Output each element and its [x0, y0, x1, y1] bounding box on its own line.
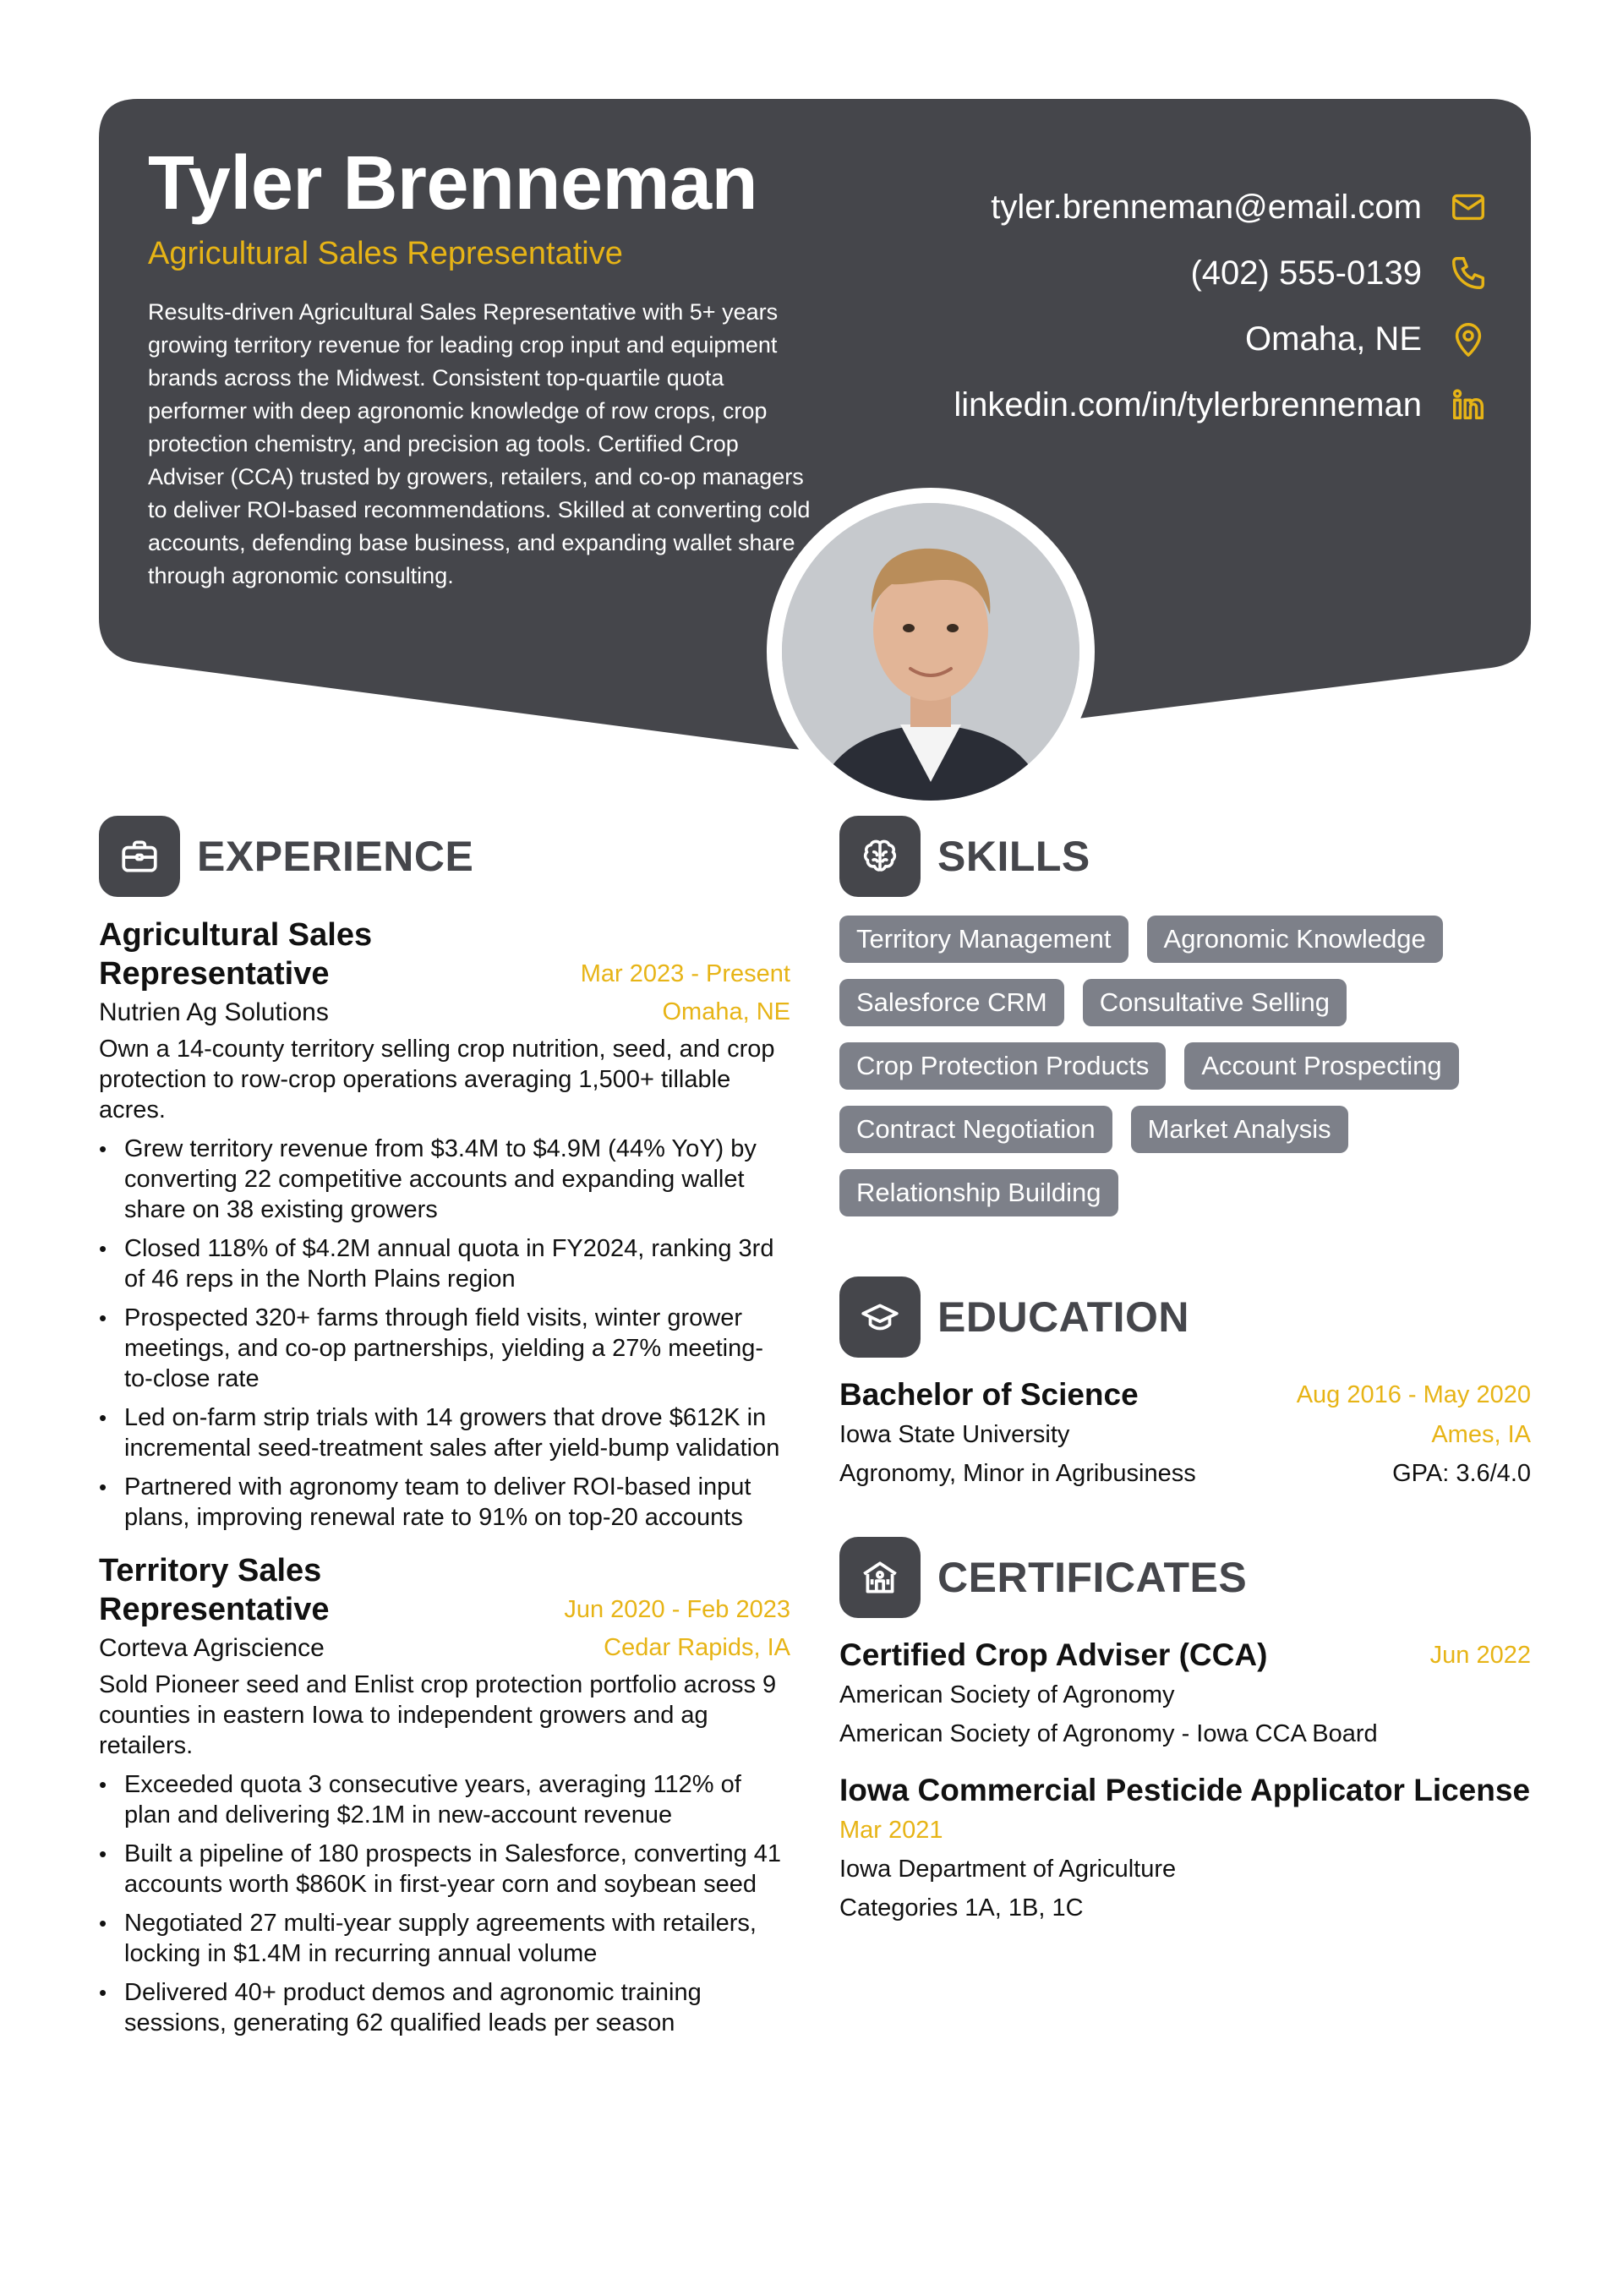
gpa: GPA: 3.6/4.0	[1392, 1460, 1531, 1487]
skill-tag: Account Prospecting	[1184, 1042, 1458, 1090]
mail-icon	[1447, 186, 1489, 228]
list-item: • Built a pipeline of 180 prospects in Salesforce, converting 41 accounts worth $860K in first-year corn and soybean seed	[99, 1839, 790, 1900]
list-item: • Partnered with agronomy team to deliver ROI-based input plans, improving renewal rate to 91% on top-20 accounts	[99, 1472, 790, 1533]
education-header	[839, 1276, 1531, 1358]
skill-tag: Salesforce CRM	[839, 979, 1064, 1026]
avatar	[782, 503, 1079, 801]
education-entry	[839, 1375, 1531, 1493]
certificates-header	[839, 1537, 1531, 1618]
contact-list	[954, 174, 1489, 438]
degree: Bachelor of Science	[839, 1377, 1139, 1412]
email-text[interactable]: tyler.brenneman@email.com	[991, 188, 1422, 226]
right-column	[839, 816, 1531, 1927]
education-title: EDUCATION	[937, 1293, 1190, 1341]
job-title: Territory Sales Representative	[99, 1553, 330, 1627]
certificate-issuer: Iowa Department of Agriculture	[839, 1856, 1177, 1883]
skill-tag: Market Analysis	[1131, 1106, 1348, 1153]
job-title: Agricultural Sales Representative	[99, 917, 373, 992]
job-bullets	[99, 1769, 790, 2038]
contact-phone[interactable]	[954, 240, 1489, 306]
skill-tag: Territory Management	[839, 916, 1128, 963]
list-item: • Exceeded quota 3 consecutive years, averaging 112% of plan and delivering $2.1M in new-account revenue	[99, 1769, 790, 1830]
job-location: Omaha, NE	[662, 998, 790, 1025]
certificate-name: Iowa Commercial Pesticide Applicator License	[839, 1773, 1531, 1807]
left-column	[99, 816, 790, 2047]
skills-list	[839, 916, 1531, 1233]
skill-tag: Crop Protection Products	[839, 1042, 1166, 1090]
school-location: Ames, IA	[1431, 1421, 1531, 1448]
location-text: Omaha, NE	[1245, 320, 1422, 358]
brain-icon	[839, 816, 921, 897]
briefcase-icon	[99, 816, 180, 897]
certificates-title: CERTIFICATES	[937, 1554, 1248, 1601]
certificate-date: Jun 2022	[1429, 1641, 1531, 1669]
profile-summary: Results-driven Agricultural Sales Representative with 5+ years growing territory revenue for leading crop input and equipment brands across the Midwest. Consistent top-quartile quota performer with deep agronomic knowledge of row crops, crop protection chemistry, and precision ag tools. Certified Crop Adviser (CCA) trusted by growers, retailers, and co-op managers to deliver ROI-based recommendations. Skilled at converting cold accounts, defending base business, and expanding wallet share through agronomic consulting.	[148, 298, 811, 588]
list-item: • Grew territory revenue from $3.4M to $4.9M (44% YoY) by converting 22 competitive accounts and expanding wallet share on 38 existing growers	[99, 1134, 790, 1225]
school-name: Iowa State University	[839, 1421, 1070, 1448]
job-entry	[99, 916, 790, 1533]
certificate-detail: Categories 1A, 1B, 1C	[839, 1894, 1084, 1922]
list-item: • Negotiated 27 multi-year supply agreements with retailers, locking in $1.4M in recurring annual volume	[99, 1908, 790, 1969]
institution-icon	[839, 1537, 921, 1618]
job-date: Jun 2020 - Feb 2023	[564, 1596, 790, 1623]
contact-linkedin[interactable]	[954, 372, 1489, 438]
certificate-date: Mar 2021	[839, 1817, 943, 1844]
experience-header	[99, 816, 790, 897]
certificate-name: Certified Crop Adviser (CCA)	[839, 1637, 1268, 1672]
job-bullets	[99, 1134, 790, 1533]
contact-location	[954, 306, 1489, 372]
map-pin-icon	[1447, 318, 1489, 360]
field-of-study: Agronomy, Minor in Agribusiness	[839, 1460, 1196, 1487]
linkedin-icon	[1447, 384, 1489, 426]
skill-tag: Consultative Selling	[1083, 979, 1347, 1026]
skill-tag: Relationship Building	[839, 1169, 1118, 1216]
linkedin-text[interactable]: linkedin.com/in/tylerbrenneman	[954, 385, 1422, 424]
candidate-name: Tyler Brenneman	[148, 141, 758, 226]
job-description: Sold Pioneer seed and Enlist crop protection portfolio across 9 counties in eastern Iowa to independent growers and ag retailers.	[99, 1671, 777, 1759]
job-entry	[99, 1551, 790, 2038]
skills-title: SKILLS	[937, 833, 1090, 880]
certificate-entry	[839, 1770, 1531, 1927]
graduation-cap-icon	[839, 1276, 921, 1358]
profile-photo	[767, 488, 1095, 816]
list-item: • Led on-farm strip trials with 14 growers that drove $612K in incremental seed-treatment sales after yield-bump validation	[99, 1402, 790, 1463]
phone-icon	[1447, 252, 1489, 294]
job-location: Cedar Rapids, IA	[604, 1634, 790, 1661]
certificate-detail: American Society of Agronomy - Iowa CCA Board	[839, 1720, 1378, 1747]
candidate-headline: Agricultural Sales Representative	[148, 235, 623, 271]
skill-tag: Agronomic Knowledge	[1147, 916, 1443, 963]
certificate-entry	[839, 1635, 1531, 1753]
contact-email[interactable]	[954, 174, 1489, 240]
job-company: Nutrien Ag Solutions	[99, 998, 329, 1026]
job-company: Corteva Agriscience	[99, 1634, 325, 1662]
list-item: • Closed 118% of $4.2M annual quota in FY2024, ranking 3rd of 46 reps in the North Plains region	[99, 1233, 790, 1294]
skill-tag: Contract Negotiation	[839, 1106, 1112, 1153]
list-item: • Prospected 320+ farms through field visits, winter grower meetings, and co-op partnerships, yielding a 27% meeting-to-close rate	[99, 1303, 790, 1394]
job-date: Mar 2023 - Present	[580, 960, 790, 987]
phone-text[interactable]: (402) 555-0139	[1190, 254, 1422, 292]
certificate-issuer: American Society of Agronomy	[839, 1681, 1175, 1708]
experience-title: EXPERIENCE	[197, 833, 474, 880]
job-description: Own a 14-county territory selling crop nutrition, seed, and crop protection to row-crop operations averaging 1,500+ tillable acres.	[99, 1036, 775, 1123]
header-intro	[148, 141, 824, 593]
education-date: Aug 2016 - May 2020	[1296, 1380, 1531, 1408]
list-item: • Delivered 40+ product demos and agronomic training sessions, generating 62 qualified leads per season	[99, 1977, 790, 2038]
skills-header	[839, 816, 1531, 897]
